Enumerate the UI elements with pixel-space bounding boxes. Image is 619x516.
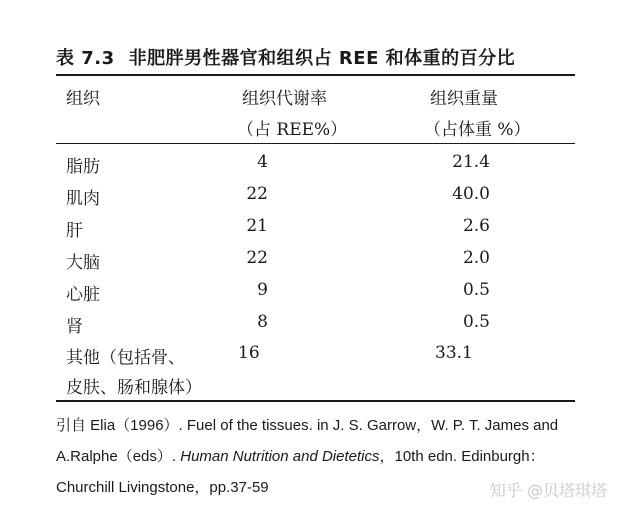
tissue-cell: 肝 [66,221,83,241]
citation-line-1: 引自 Elia（1996）. Fuel of the tissues. in J. S. Garrow，W. P. T. James and [56,417,559,434]
ree-cell: 4 [257,152,268,172]
tissue-cell: 大脑 [66,253,100,273]
table-caption: 非肥胖男性器官和组织占 REE 和体重的百分比 [128,48,516,69]
weight-cell: 21.4 [452,152,490,172]
tissue-cell: 心脏 [66,285,100,305]
header-tissue-weight: 组织重量 [430,89,498,109]
header-tissue-weight-unit: （占体重 %） [424,120,531,140]
header-metabolic-rate-unit: （占 REE%） [237,120,348,140]
ree-cell: 8 [257,312,268,332]
header-tissue: 组织 [66,89,100,109]
weight-cell: 2.6 [462,216,490,236]
weight-cell: 0.5 [462,280,490,300]
table-title [56,44,515,70]
weight-cell: 2.0 [462,248,490,268]
citation-edition: ，10th edn. Edinburgh： [379,448,545,465]
watermark: 知乎 @贝塔琪塔 [489,481,607,500]
citation-book-title: Human Nutrition and Dietetics [180,448,380,465]
table-row [0,248,619,278]
table-row [0,152,619,182]
top-rule [56,74,575,76]
ree-cell: 16 [238,343,260,363]
tissue-cell: 其他（包括骨、 [66,348,185,368]
citation-editors: A.Ralphe（eds）. [56,448,181,465]
weight-cell: 40.0 [452,184,490,204]
weight-cell: 33.1 [435,343,473,363]
citation-line-2 [56,441,596,472]
bottom-rule [56,400,575,402]
tissue-cell: 肾 [66,317,83,337]
tissue-cell: 脂肪 [66,157,100,177]
ree-cell: 22 [246,248,268,268]
tissue-cell: 肌肉 [66,189,100,209]
ree-cell: 9 [257,280,268,300]
table-row [0,280,619,310]
citation-line-3: Churchill Livingstone，pp.37-59 [56,479,269,496]
table-row [0,184,619,214]
table-row [0,216,619,246]
tissue-cell-continued: 皮肤、肠和腺体） [66,378,202,398]
header-metabolic-rate: 组织代谢率 [242,89,327,109]
ree-cell: 21 [246,216,268,236]
weight-cell: 0.5 [462,312,490,332]
ree-cell: 22 [246,184,268,204]
table-number: 表 7.3 [56,48,115,69]
table-row [0,343,619,401]
header-rule [56,143,575,144]
table-row [0,312,619,342]
